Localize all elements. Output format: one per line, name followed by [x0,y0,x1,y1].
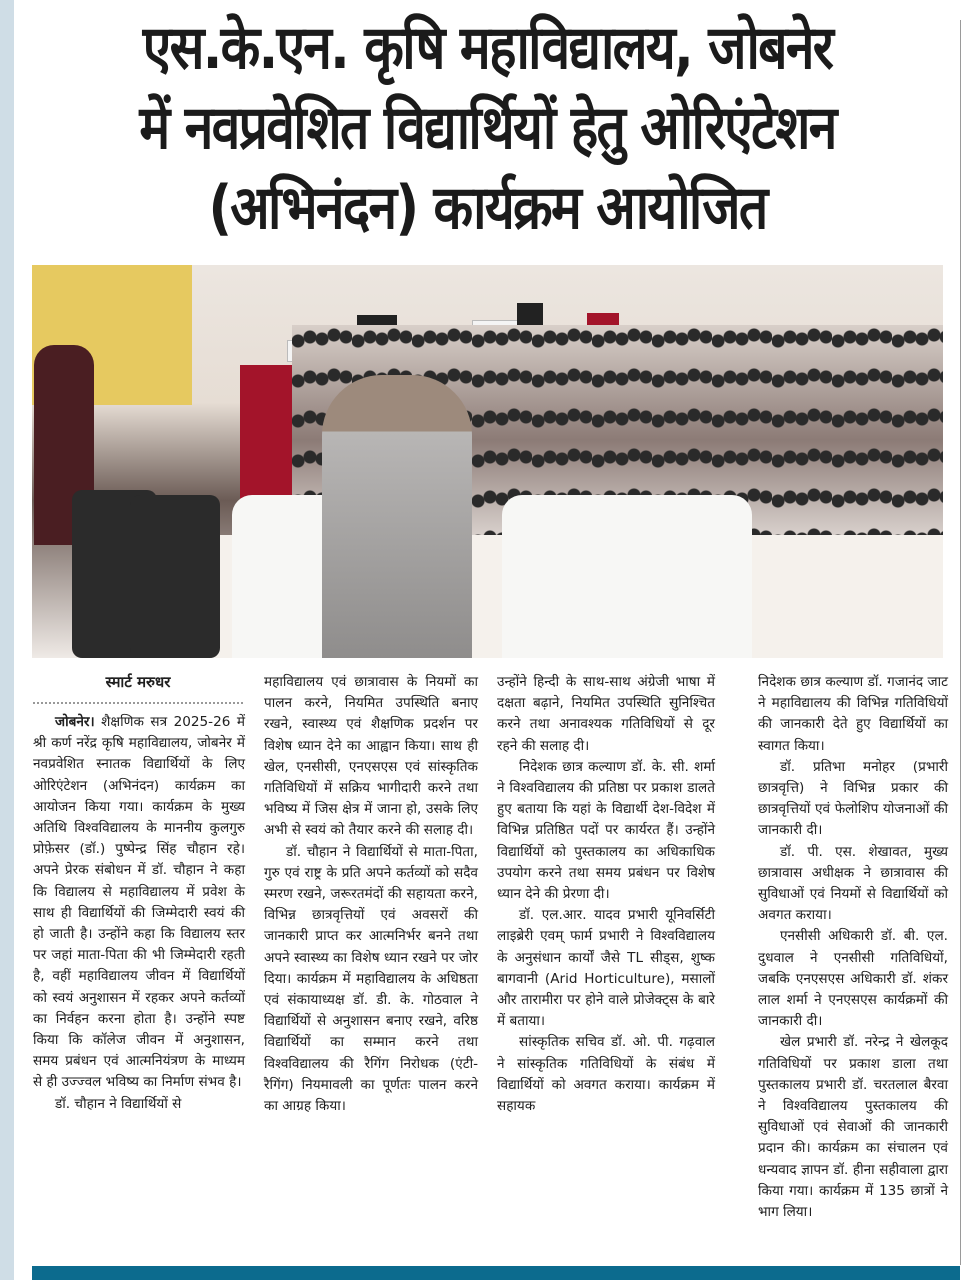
paragraph: निदेशक छात्र कल्याण डॉ. के. सी. शर्मा ने विश्वविद्यालय की प्रतिष्ठा पर प्रकाश डालते हुए बताया कि यहां के विद्यार्थी देश-विदेश में विभिन्न प्रतिष्ठित पदों पर कार्यरत हैं। उन्होंने विद्यार्थियों को पुस्तकालय का अधिकाधिक उपयोग करने तथा समय प्रबंधन पर विशेष ध्यान देने की प्रेरणा दी। [497,758,715,903]
paragraph: डॉ. पी. एस. शेखावत, मुख्य छात्रावास अधीक्षक ने छात्रावास की सुविधाओं एवं नियमों से विद्यार्थियों को अवगत कराया। [758,843,948,924]
article-headline [20,8,955,248]
paragraph-text: शैक्षणिक सत्र 2025-26 में श्री कर्ण नरेंद्र कृषि महाविद्यालय, जोबनेर में नवप्रवेशित स्नातक विद्यार्थियों के लिए ओरिएंटेशन (अभिनंदन) कार्यक्रम का आयोजन किया गया। कार्यक्रम के मुख्य अतिथि विश्वविद्यालय के माननीय कुलगुरु प्रोफ़ेसर (डॉ.) पुष्पेन्द्र सिंह चौहान रहे। अपने प्रेरक संबोधन में डॉ. चौहान ने कहा कि विद्यालय से महाविद्यालय में प्रवेश के साथ ही विद्यार्थियों की जिम्मेदारी स्वयं की हो जाती है। उन्होंने कहा कि विद्यालय स्तर पर जहां माता-पिता की भी जिम्मेदारी रहती है, वहीं महाविद्यालय जीवन में विद्यार्थियों को स्वयं अनुशासन में रहकर अपने कर्तव्यों का निर्वहन करना होता है। उन्होंने स्पष्ट किया कि कॉलेज जीवन में अनुशासन, समय प्रबंधन एवं आत्मनियंत्रण के माध्यम से ही उज्ज्वल भविष्य का निर्माण संभव है। [33,714,245,1091]
paragraph: डॉ. चौहान ने विद्यार्थियों से [55,1095,182,1112]
paragraph: उन्होंने हिन्दी के साथ-साथ अंग्रेजी भाषा में दक्षता बढ़ाने, नियमित उपस्थिति सुनिश्चित करने तथा अनावश्यक गतिविधियों से दूर रहने की सलाह दी। [497,674,715,754]
article-column-1 [33,712,245,1115]
column-rule [960,20,961,1265]
headline-line-3: (अभिनंदन) कार्यक्रम आयोजित [208,173,767,243]
headline-line-2: में नवप्रवेशित विद्यार्थियों हेतु ओरिएंटेशन [139,93,836,163]
paragraph: डॉ. एल.आर. यादव प्रभारी यूनिवर्सिटी लाइब्रेरी एवम् फार्म प्रभारी ने विश्वविद्यालय के अनुसंधान कार्यों जैसे TL सीड्स, शुष्क बागवानी (Arid Horticulture), मसालों और तारामीरा पर होने वाले प्रोजेक्ट्स के बारे में बताया। [497,907,715,1030]
paragraph [33,712,245,1094]
paragraph: डॉ. चौहान ने विद्यार्थियों से माता-पिता, गुरु एवं राष्ट्र के प्रति अपने कर्तव्यों को सदैव स्मरण रखने, जरूरतमंदों की सहायता करने, विभिन्न छात्रवृत्तियों एवं अवसरों की जानकारी प्राप्त कर आत्मनिर्भर बनने तथा अपने स्वास्थ्य का विशेष ध्यान रखने पर जोर दिया। कार्यक्रम में महाविद्यालय के अधिष्ठता एवं संकायाध्यक्ष डॉ. डी. के. गोठवाल ने विद्यार्थियों से अनुशासन बनाए रखने, वरिष्ठ विद्यार्थियों का सम्मान करने तथा विश्वविद्यालय की रैगिंग निरोधक (एंटी-रैगिंग) नियमावली का पूर्णतः पालन करने का आग्रह किया। [264,843,478,1115]
paragraph: खेल प्रभारी डॉ. नरेन्द्र ने खेलकूद गतिविधियों पर प्रकाश डाला तथा पुस्तकालय प्रभारी डॉ. चरतलाल बैरवा ने विश्वविद्यालय पुस्तकालय की सुविधाओं एवं सेवाओं की जानकारी प्रदान की। कार्यक्रम का संचालन एवं धन्यवाद ज्ञापन डॉ. हीना सहीवाला द्वारा किया गया। कार्यक्रम में 135 छात्रों ने भाग लिया। [758,1034,948,1221]
article-column-3 [497,672,715,1117]
paragraph: निदेशक छात्र कल्याण डॉ. गजानंद जाट ने महाविद्यालय की विभिन्न गतिविधियों की जानकारी देते हुए विद्यार्थियों का स्वागत किया। [758,674,948,754]
article-photo [32,265,943,658]
page-footer-bar [32,1266,960,1280]
paragraph: सांस्कृतिक सचिव डॉ. ओ. पी. गढ़वाल ने सांस्कृतिक गतिविधियों के संबंध में विद्यार्थियों को अवगत कराया। कार्यक्रम में सहायक [497,1034,715,1115]
byline: स्मार्ट मरुधर [33,672,243,704]
photo-speaker-box [517,303,543,327]
dateline: जोबनेर। [55,714,95,730]
paragraph: डॉ. प्रतिभा मनोहर (प्रभारी छात्रवृत्ति) ने विभिन्न प्रकार की छात्रवृत्तियों एवं फेलोशिप योजनाओं की जानकारी दी। [758,758,948,839]
photo-guest-back [322,375,472,658]
photo-jacket [502,495,752,658]
article-column-4 [758,672,948,1223]
page-margin-strip [0,0,14,1280]
photo-chair [130,495,220,658]
paragraph: महाविद्यालय एवं छात्रावास के नियमों का पालन करने, नियमित उपस्थिति बनाए रखने, स्वास्थ्य एवं शैक्षणिक प्रदर्शन पर विशेष ध्यान देने का आह्वान किया। साथ ही खेल, एनसीसी, एनएसएस एवं सांस्कृतिक गतिविधियों में सक्रिय भागीदारी करने तथा भविष्य में जिस क्षेत्र में जाना हो, उसके लिए अभी से स्वयं को तैयार करने की सलाह दी। [264,674,478,839]
paragraph: एनसीसी अधिकारी डॉ. बी. एल. दुधवाल ने एनसीसी गतिविधियों, जबकि एनएसएस अधिकारी डॉ. शंकर लाल शर्मा ने एनएसएस कार्यक्रमों की जानकारी दी। [758,928,948,1030]
headline-line-1: एस.के.एन. कृषि महाविद्यालय, जोबनेर [142,13,833,83]
article-column-2 [264,672,478,1117]
